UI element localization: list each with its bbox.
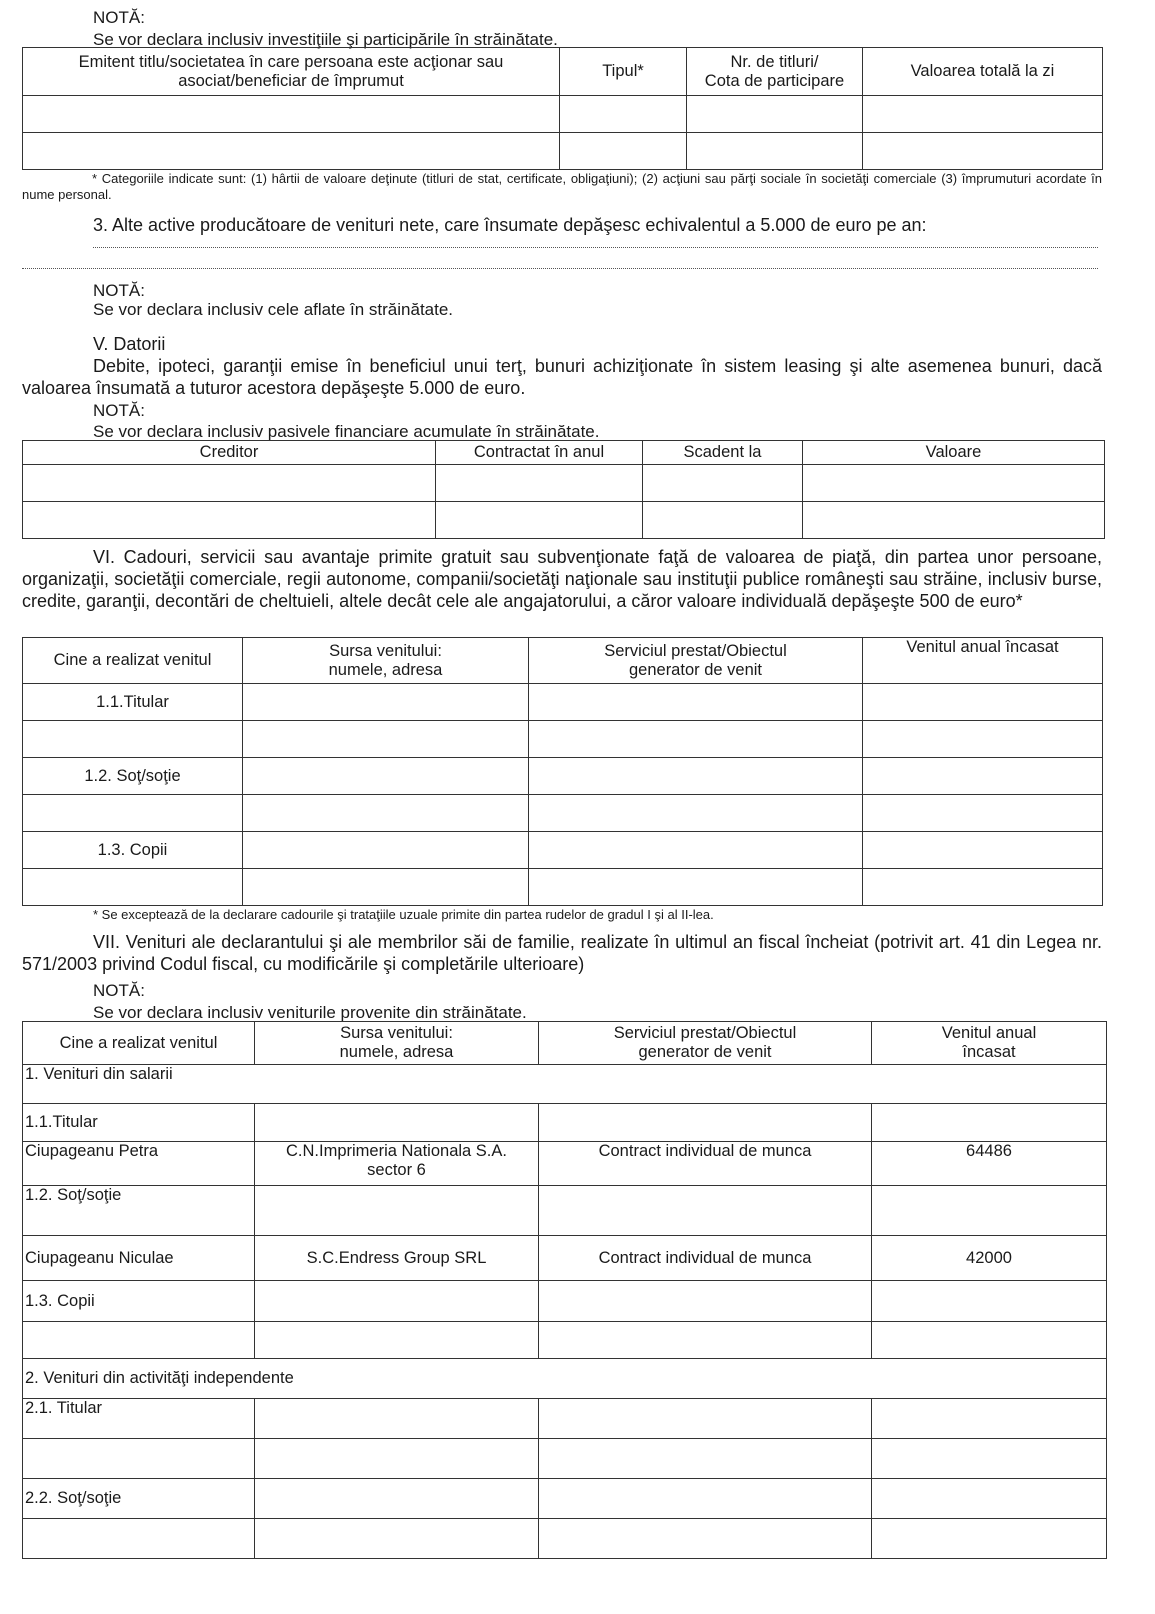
header-titles-count: Nr. de titluri/ Cota de participare: [687, 48, 863, 96]
header-value: Valoare: [803, 441, 1105, 465]
table-row: 1.2. Soţ/soţie: [23, 758, 1103, 795]
titular-source: C.N.Imprimeria Nationala S.A. sector 6: [255, 1142, 539, 1186]
table-row: [23, 1065, 1107, 1104]
header-total-value: Valoarea totală la zi: [863, 48, 1103, 96]
table-row: 2.1. Titular: [23, 1399, 1107, 1439]
section-v-text: Debite, ipoteci, garanţii emise în beneficiul unui terţ, bunuri achiziţionate în sistem leasing şi alte asemenea bunuri, dacă valoarea însumată a tuturor acestora depăşeşte 5.000 de euro.: [22, 356, 1102, 398]
header-source: Sursa venitului: numele, adresa: [255, 1022, 539, 1065]
header-who: Cine a realizat venitul: [23, 1022, 255, 1065]
header-annual-income: Venitul anual încasat: [872, 1022, 1107, 1065]
table-row: 1.1.Titular: [23, 1104, 1107, 1142]
table-row: [23, 1236, 1107, 1281]
footnote: * Categoriile indicate sunt: (1) hârtii de valoare deţinute (titluri de stat, certificate, obligaţiuni); (2) acţiuni sau părţi sociale în societăţi comerciale (3) împrumuturi acordate în nume personal.: [22, 171, 1102, 202]
header-service: Serviciul prestat/Obiectul generator de venit: [539, 1022, 872, 1065]
table-row: [23, 133, 1103, 170]
header-type: Tipul*: [560, 48, 687, 96]
table-row: 2.2. Soţ/soţie: [23, 1479, 1107, 1519]
nota-label: NOTĂ:: [93, 281, 145, 300]
section-salaries: 1. Venituri din salarii: [23, 1065, 1107, 1104]
header-who: Cine a realizat venitul: [23, 638, 243, 684]
table-row: [23, 502, 1105, 539]
spouse-income: 42000: [872, 1236, 1107, 1281]
section-vi-text: VI. Cadouri, servicii sau avantaje primite gratuit sau subvenţionate faţă de valoarea de piaţă, din partea unor persoane, organizaţii, societăţii comerciale, regii autonome, companii/societăţi naţionale sau instituţii publice româneşti sau străine, inclusiv burse, credite, garanţii, decontări de cheltuieli, altele decât cele ale angajatorului, a căror valoare individuală depăşeşte 500 de euro*: [22, 547, 1102, 611]
gifts-table: [22, 637, 1103, 906]
table-row: 1.3. Copii: [23, 1281, 1107, 1322]
table-row: 1.2. Soţ/soţie: [23, 1186, 1107, 1236]
section-v-title: V. Datorii: [93, 334, 166, 354]
table-row: [23, 869, 1103, 906]
section-independent: 2. Venituri din activităţi independente: [23, 1359, 1107, 1399]
nota-label: NOTĂ:: [93, 401, 145, 420]
dotted-line: [22, 268, 1098, 269]
header-source: Sursa venitului: numele, adresa: [243, 638, 529, 684]
table-row: 1.3. Copii: [23, 832, 1103, 869]
table-row: [23, 721, 1103, 758]
debts-table: [22, 440, 1105, 539]
titular-income: 64486: [872, 1142, 1107, 1186]
table-row: [23, 1439, 1107, 1479]
nota-text: Se vor declara inclusiv cele aflate în străinătate.: [93, 300, 454, 319]
header-annual-income: Venitul anual încasat: [863, 638, 1103, 684]
table-row: [23, 465, 1105, 502]
spouse-name: Ciupageanu Niculae: [23, 1236, 255, 1281]
spouse-source: S.C.Endress Group SRL: [255, 1236, 539, 1281]
header-service: Serviciul prestat/Obiectul generator de venit: [529, 638, 863, 684]
section-vii-text: VII. Venituri ale declarantului şi ale membrilor săi de familie, realizate în ultimul an fiscal încheiat (potrivit art. 41 din Legea nr. 571/2003 privind Codul fiscal, cu modificările şi completările ulterioare): [22, 932, 1102, 974]
titular-name: Ciupageanu Petra: [23, 1142, 255, 1186]
nota-label: NOTĂ:: [93, 8, 145, 27]
item-3-text: 3. Alte active producătoare de venituri nete, care însumate depăşesc echivalentul a 5.000 de euro pe an:: [93, 215, 927, 235]
table-row: [23, 795, 1103, 832]
footnote: * Se exceptează de la declarare cadourile şi trataţiile uzuale primite din partea rudelor de gradul I şi al II-lea.: [93, 907, 714, 922]
table-row: [23, 1322, 1107, 1359]
nota-label: NOTĂ:: [93, 981, 145, 1000]
spouse-service: Contract individual de munca: [539, 1236, 872, 1281]
dotted-line: [93, 247, 1098, 248]
header-contracted-year: Contractat în anul: [436, 441, 643, 465]
investments-table: [22, 47, 1103, 170]
table-row: 1.1.Titular: [23, 684, 1103, 721]
nota-text: Se vor declara inclusiv investiţiile şi participările în străinătate.: [93, 30, 558, 49]
header-issuer: Emitent titlu/societatea în care persoana este acţionar sau asociat/beneficiar de împrumut: [23, 48, 560, 96]
income-table: [22, 1021, 1107, 1559]
table-row: [23, 1359, 1107, 1399]
titular-service: Contract individual de munca: [539, 1142, 872, 1186]
nota-text: Se vor declara inclusiv pasivele financiare acumulate în străinătate.: [93, 422, 600, 441]
nota-text: Se vor declara inclusiv veniturile provenite din străinătate.: [93, 1003, 527, 1022]
table-row: [23, 1142, 1107, 1186]
header-creditor: Creditor: [23, 441, 436, 465]
table-row: [23, 96, 1103, 133]
header-due-date: Scadent la: [643, 441, 803, 465]
table-row: [23, 1519, 1107, 1559]
